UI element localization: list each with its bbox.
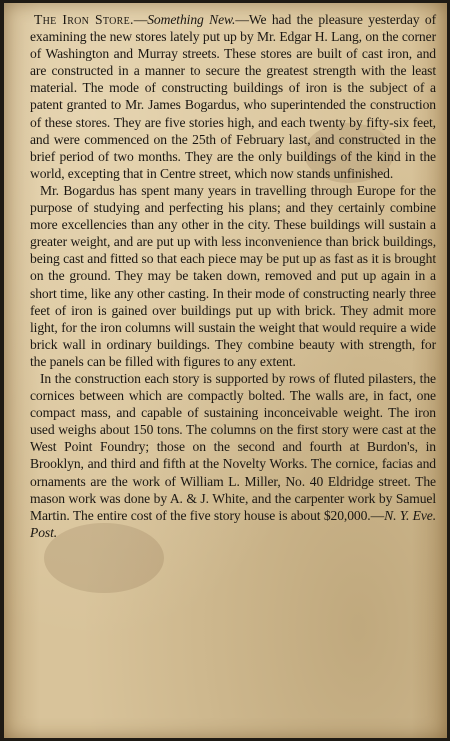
article-paragraph-3: In the construction each story is supported by rows of fluted pilasters, the cornices between which are compactly bolted. The walls are, in fact, one compact mass, and capable of sustaining inconceivable weight. The iron used weighs about 150 tons. The columns on the first story were cast at the West Point Foundry; those on the second and fourth at Burdon's, in Brooklyn, and third and fifth at the Novelty Works. The cornice, facias and ornaments are the work of William L. Miller, No. 40 Eldridge street. The mason work was done by A. & J. White, and the carpenter work by Samuel Martin. The entire cost of the five story house is about $20,000.—N. Y. Eve. Post. [30,370,436,540]
article-subheadline: Something New. [147,12,236,27]
article-source: N. Y. Eve. Post. [30,507,436,540]
article [30,11,436,541]
article-paragraph-1-text: We had the pleasure yesterday of examining the new stores lately put up by Mr. Edgar H. Lang, on the corner of Washington and Murray streets. These stores are built of cast iron, and are constructed in a manner to secure the greatest strength with the least material. The mode of constructing buildings of iron is the subject of a patent granted to Mr. James Bogardus, who superintended the construction of these stores. They are five stories high, and each twenty by fifty-six feet, and were commenced on the 25th of February last, and constructed in the brief period of two months. They are the only buildings of the kind in the world, excepting that in Centre street, which now stands unfinished. [30,12,437,181]
newspaper-clipping [4,3,447,738]
article-paragraph-1: The Iron Store.—Something New.—We had the pleasure yesterday of examining the new stores lately put up by Mr. Edgar H. Lang, on the corner of Washington and Murray streets. These stores are built of cast iron, and are constructed in a manner to secure the greatest strength with the least material. The mode of constructing buildings of iron is the subject of a patent granted to Mr. James Bogardus, who superintended the construction of these stores. They are five stories high, and each twenty by fifty-six feet, and were commenced on the 25th of February last, and constructed in the brief period of two months. They are the only buildings of the kind in the world, excepting that in Centre street, which now stands unfinished. [30,12,437,181]
article-headline: The Iron Store. [34,12,134,27]
article-paragraph-2: Mr. Bogardus has spent many years in travelling through Europe for the purpose of studying and perfecting his plans; and they certainly combine more excellencies than any other in the city. These buildings will sustain a greater weight, and are put up with less inconvenience than brick buildings, being cast and fitted so that each piece may be put up as fast as it is brought on the ground. They may be taken down, removed and put up again in a short time, like any other casting. In their mode of constructing nearly three feet of iron is gained over buildings put up with brick. They admit more light, for the iron columns will sustain the weight that would require a wide brick wall in ordinary buildings. They combine beauty with strength, for the panels can be filled with figures to any extent. [30,182,436,369]
article-paragraph-3-text: In the construction each story is supported by rows of fluted pilasters, the cornices between which are compactly bolted. The walls are, in fact, one compact mass, and capable of sustaining inconceivable weight. The iron used weighs about 150 tons. The columns on the first story were cast at the West Point Foundry; those on the second and fourth at Burdon's, in Brooklyn, and third and fifth at the Novelty Works. The cornice, facias and ornaments are the work of William L. Miller, No. 40 Eldridge street. The mason work was done by A. & J. White, and the carpenter work by Samuel Martin. The entire cost of the five story house is about $20,000. [30,370,436,523]
